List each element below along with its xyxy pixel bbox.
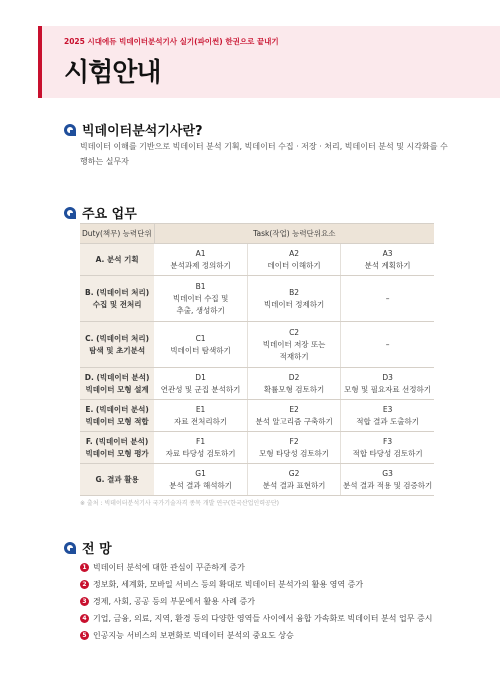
table-row (80, 464, 434, 496)
list-item (80, 610, 432, 627)
number-badge: 1 (80, 563, 89, 572)
task-code: A1 (195, 248, 206, 258)
duty-line: D. (빅데이터 분석) (84, 372, 150, 382)
duty-line: E. (빅데이터 분석) (85, 404, 149, 414)
task-label: 자료 전처리하기 (174, 416, 228, 426)
page-title: 시험안내 (64, 58, 161, 88)
task-code: D1 (195, 372, 206, 382)
task-code: G2 (288, 468, 300, 478)
task-code: A3 (382, 248, 393, 258)
task-label: 적합 결과 도출하기 (356, 416, 419, 426)
duty-line: 수집 및 전처리 (92, 299, 142, 309)
task-label: 자료 타당성 검토하기 (165, 448, 236, 458)
task-label: – (385, 339, 390, 349)
task-cell (247, 464, 340, 496)
duty-column-header: Duty(책무) 능력단위 (80, 224, 154, 244)
outlook-heading-label: 전 망 (82, 542, 112, 557)
task-code: D2 (288, 372, 300, 382)
task-cell (341, 322, 434, 368)
outlook-item-text: 경제, 사회, 공공 등의 부문에서 활용 사례 증가 (93, 597, 255, 606)
task-label: 빅데이터 정제하기 (263, 299, 325, 309)
table-row (80, 244, 434, 276)
duty-line: G. 결과 활용 (95, 474, 139, 484)
duty-line: 빅데이터 모형 평가 (85, 448, 149, 458)
task-code: C1 (195, 333, 206, 343)
task-label: 추출, 생성하기 (176, 305, 225, 315)
task-label: 분석 결과 해석하기 (169, 480, 232, 490)
duty-line: 빅데이터 모형 설계 (85, 384, 149, 394)
task-label: 빅데이터 수집 및 (172, 293, 229, 303)
task-code: E3 (382, 404, 393, 414)
task-label: 모형 타당성 검토하기 (259, 448, 330, 458)
list-item (80, 627, 432, 644)
task-label: 적합 타당성 검토하기 (352, 448, 423, 458)
duty-table-header-row (80, 224, 434, 244)
task-label: 분석 결과 적용 및 검증하기 (342, 480, 433, 490)
task-cell (341, 464, 434, 496)
task-column-header: Task(작업) 능력단위요소 (154, 224, 434, 244)
series-title: 2025 시대에듀 빅데이터분석기사 실기(파이썬) 한권으로 끝내기 (64, 37, 279, 46)
duties-heading-label: 주요 업무 (82, 207, 137, 222)
section-bullet-icon (64, 207, 76, 219)
task-label: 분석 계획하기 (364, 260, 411, 270)
task-cell (341, 400, 434, 432)
number-badge: 2 (80, 580, 89, 589)
list-item (80, 559, 432, 576)
task-cell (154, 276, 247, 322)
task-code: C2 (289, 327, 300, 337)
task-cell (247, 368, 340, 400)
table-row (80, 400, 434, 432)
outlook-item-text: 기업, 금융, 의료, 지역, 환경 등의 다양한 영역들 사이에서 융합 가속화로 빅데이터 분석 업무 증시 (93, 614, 433, 623)
task-cell (154, 244, 247, 276)
task-label: 적재하기 (279, 351, 309, 361)
task-code: F1 (196, 436, 206, 446)
table-row (80, 432, 434, 464)
task-cell (341, 244, 434, 276)
list-item (80, 593, 432, 610)
duty-cell (80, 276, 154, 322)
section-bullet-icon (64, 542, 76, 554)
intro-description: 빅데이터 이해를 기반으로 빅데이터 분석 기획, 빅데이터 수집 · 저장 · 처리, 빅데이터 분석 및 시각화를 수행하는 실무자 (80, 142, 448, 166)
task-label: 분석과제 정의하기 (170, 260, 231, 270)
duty-cell (80, 432, 154, 464)
outlook-list (80, 559, 432, 644)
task-label: 연관성 및 군집 분석하기 (160, 384, 241, 394)
intro-heading-label: 빅데이터분석기사란? (82, 124, 203, 139)
duty-line: 빅데이터 모형 적합 (85, 416, 149, 426)
task-label: 모형 및 필요자료 선정하기 (344, 384, 432, 394)
duty-line: B. (빅데이터 처리) (85, 287, 150, 297)
task-label: 분석 결과 표현하기 (262, 480, 326, 490)
task-label: 확률모형 검토하기 (263, 384, 325, 394)
duty-cell (80, 244, 154, 276)
number-badge: 3 (80, 597, 89, 606)
list-item (80, 576, 432, 593)
intro-heading (64, 120, 203, 139)
outlook-item-text: 인공지능 서비스의 보편화로 빅데이터 분석의 중요도 상승 (93, 631, 294, 640)
task-code: G3 (382, 468, 393, 478)
duty-table-body (80, 244, 434, 496)
task-cell (154, 432, 247, 464)
duty-cell (80, 368, 154, 400)
task-cell (154, 400, 247, 432)
task-cell (247, 244, 340, 276)
task-label: 빅데이터 탐색하기 (170, 345, 231, 355)
task-cell (341, 432, 434, 464)
duty-line: F. (빅데이터 분석) (85, 436, 149, 446)
source-note: ※ 출처 : 빅데이터분석기사 국가기술자격 종목 개발 연구(한국산업인력공단) (80, 500, 279, 507)
task-code: E2 (289, 404, 299, 414)
task-cell (341, 276, 434, 322)
task-cell (154, 322, 247, 368)
task-code: B1 (195, 281, 206, 291)
task-cell (341, 368, 434, 400)
task-cell (247, 322, 340, 368)
task-cell (154, 464, 247, 496)
duty-cell (80, 400, 154, 432)
task-label: 빅데이터 저장 또는 (262, 339, 326, 349)
task-code: D3 (382, 372, 393, 382)
task-code: G1 (195, 468, 206, 478)
task-code: F3 (383, 436, 393, 446)
task-cell (247, 400, 340, 432)
task-code: B2 (289, 287, 300, 297)
number-badge: 4 (80, 614, 89, 623)
duty-table (80, 223, 434, 496)
outlook-item-text: 정보화, 세계화, 모바일 서비스 등의 확대로 빅데이터 분석가의 활용 영역 증가 (93, 580, 364, 589)
duty-cell (80, 464, 154, 496)
task-code: F2 (289, 436, 299, 446)
duty-line: C. (빅데이터 처리) (85, 333, 150, 343)
task-label: 분석 알고리즘 구축하기 (255, 416, 333, 426)
section-bullet-icon (64, 124, 76, 136)
task-code: A2 (289, 248, 300, 258)
task-label: – (385, 293, 390, 303)
task-cell (247, 432, 340, 464)
table-row (80, 322, 434, 368)
table-row (80, 368, 434, 400)
duties-heading (64, 203, 137, 222)
outlook-heading (64, 538, 112, 557)
task-cell (154, 368, 247, 400)
duty-cell (80, 322, 154, 368)
outlook-item-text: 빅데이터 분석에 대한 관심이 꾸준하게 증가 (93, 563, 245, 572)
task-cell (247, 276, 340, 322)
task-code: E1 (195, 404, 206, 414)
number-badge: 5 (80, 631, 89, 640)
duty-line: 탐색 및 초기분석 (89, 345, 146, 355)
duty-line: A. 분석 기획 (95, 254, 139, 264)
task-label: 데이터 이해하기 (267, 260, 321, 270)
table-row (80, 276, 434, 322)
